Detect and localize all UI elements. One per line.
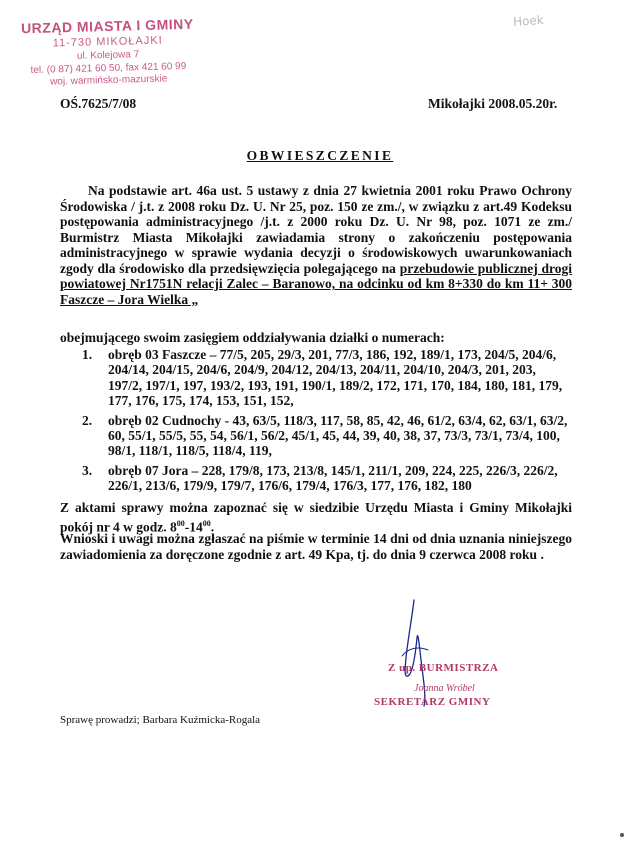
parcel-list (60, 347, 572, 498)
list-item (60, 413, 572, 459)
list-item-text: obręb 07 Jora – 228, 179/8, 173, 213/8, 145/1, 211/1, 209, 224, 225, 226/3, 226/2, 226/1, 213/6, 179/9, 179/7, 176/6, 179/4, 176/3, 177, 176, 182, 180 (108, 462, 558, 494)
list-item-number: 1. (82, 347, 93, 362)
case-files-end: . (210, 519, 215, 534)
list-item-text: obręb 03 Faszcze – 77/5, 205, 29/3, 201, 77/3, 186, 192, 189/1, 173, 204/5, 204/6, 204/14, 204/15, 204/6, 204/9, 204/12, 204/13, 204/11, 204/10, 204/3, 201, 203, 197/2, 197/1, 197, 193/2, 193, 191, 190/1, 189/2, 172, 171, 170, 184, 180, 181, 179, 177, 176, 175, 174, 153, 151, 152, (108, 347, 563, 409)
place-and-date: Mikołajki 2008.05.20r. (428, 96, 558, 111)
case-handler: Sprawę prowadzi; Barbara Kuźmicka-Rogala (60, 714, 261, 726)
list-item-text: obręb 02 Cudnochy - 43, 63/5, 118/3, 117, 58, 85, 42, 46, 61/2, 63/4, 62, 63/1, 63/2, 60, 55/1, 55/5, 55, 54, 56/1, 56/2, 45/1, 45, 44, 39, 40, 38, 37, 73/3, 73/1, 73/4, 100, 98/1, 118/1, 118/5, 118/4, 119, (108, 412, 568, 459)
office-stamp (7, 15, 209, 88)
reference-number: OŚ.7625/7/08 (60, 96, 137, 111)
stamp-line-postcode: 11-730 MIKOŁAJKI (52, 34, 163, 50)
list-item (60, 347, 572, 409)
list-item (60, 463, 572, 494)
hours-to-superscript: 00 (202, 518, 211, 528)
list-item-number: 2. (82, 412, 93, 428)
hours-to: -14 (184, 519, 203, 534)
parcel-list-intro: obejmującego swoim zasięgiem oddziaływania działki o numerach: (60, 330, 445, 345)
submissions-paragraph: Wnioski i uwagi można zgłaszać na piśmie w terminie 14 dni od dnia uznania niniejszego zawiadomienia za doręczone zgodnie z art. 49 Kpa, tj. do dnia 9 czerwca 2008 roku . (60, 531, 572, 562)
main-paragraph (60, 183, 572, 307)
stamp-line-street: ul. Kolejowa 7 (76, 49, 140, 62)
case-files-text: Z aktami sprawy można zapoznać się w siedzibie Urzędu Miasta i Gminy Mikołajki pokój nr 4 w godz. 8 (60, 500, 572, 534)
signatory-name: Joanna Wróbel (414, 683, 475, 694)
scan-speck (620, 833, 624, 837)
case-files-paragraph (60, 500, 572, 535)
stamp-line-phone: tel. (0 87) 421 60 50, fax 421 60 99 (30, 60, 187, 77)
list-item-number: 3. (82, 462, 93, 478)
corner-handwritten-note: Hoek (512, 12, 545, 30)
main-paragraph-text: Na podstawie art. 46a ust. 5 ustawy z dnia 27 kwietnia 2001 roku Prawo Ochrony Środowiska / j.t. z 2008 roku Dz. U. Nr 25, poz. 150 ze zm./, w związku z art.49 Kodeksu postępowania administracyjnego /j.t. z 2000 roku Dz. U. Nr 98, poz. 1071 ze zm./ Burmistrz Miasta Mikołajki zawiadamia strony o zakończeniu postępowania administracyjnego w sprawie wydania decyzji o środowiskowych uwarunkowaniach zgody dla środowisko dla przedsięwzięcia polegającego na (60, 183, 572, 276)
hours-from-superscript: 00 (176, 518, 185, 528)
document-title: OBWIESZCZENIE (246, 148, 394, 163)
stamp-line-office: URZĄD MIASTA I GMINY (20, 15, 194, 37)
stamp-line-region: woj. warmińsko-mazurskie (49, 73, 168, 88)
project-description: przebudowie publicznej drogi powiatowej Nr1751N relacji Zalec – Baranowo, na odcinku od km 8+330 do km 11+ 300 Faszcze – Jora Wielka „ (60, 260, 573, 307)
signatory-role: SEKRETARZ GMINY (374, 696, 491, 708)
signature-on-behalf: Z up. BURMISTRZA (388, 662, 499, 674)
